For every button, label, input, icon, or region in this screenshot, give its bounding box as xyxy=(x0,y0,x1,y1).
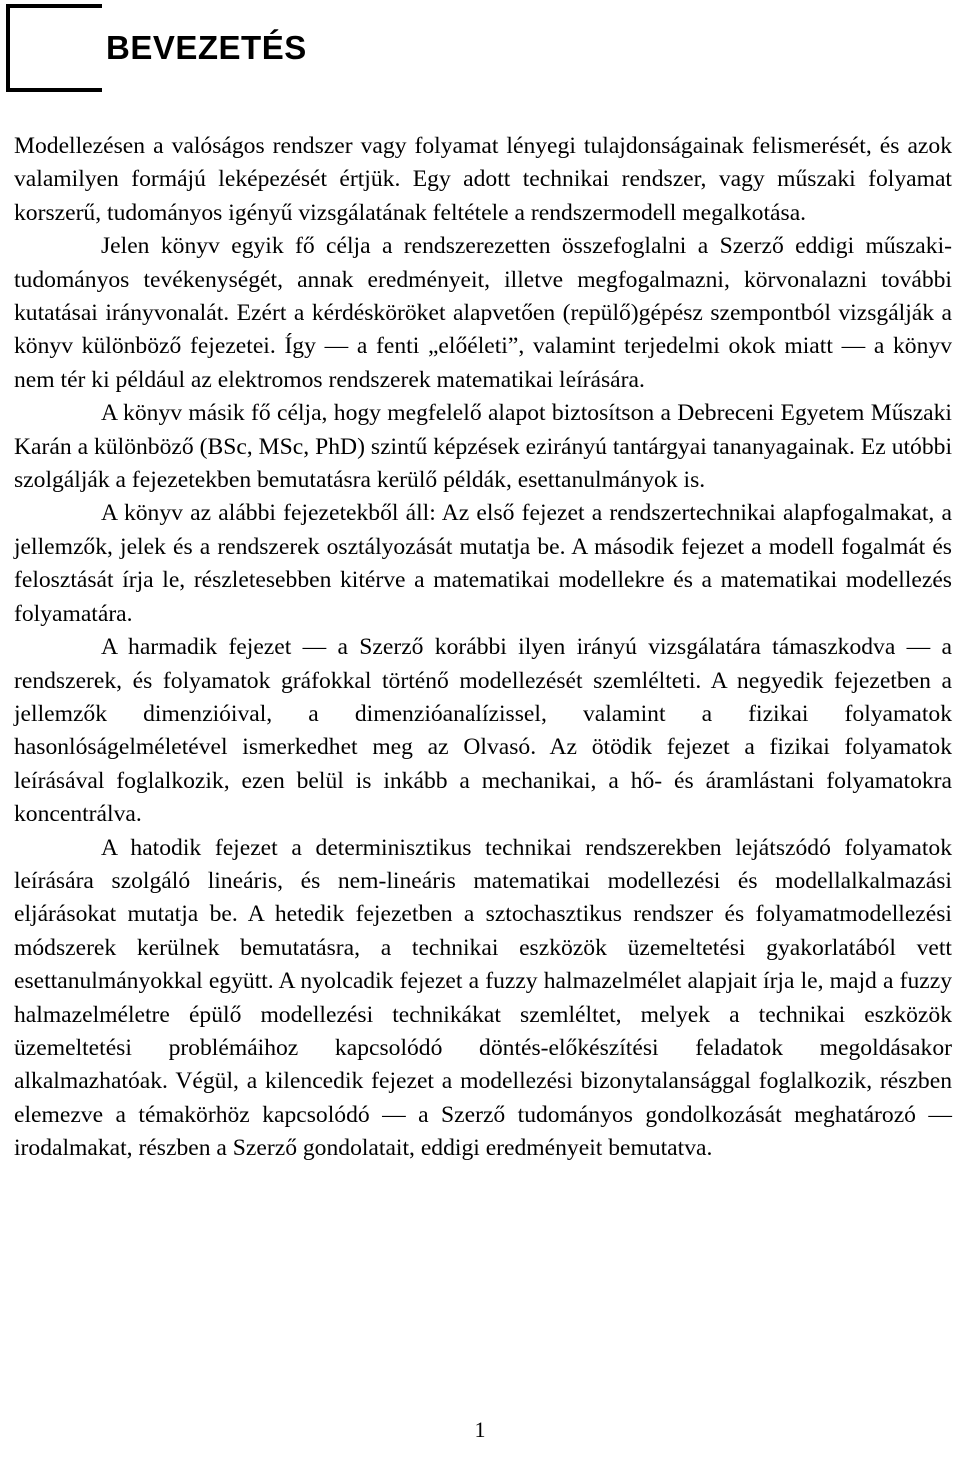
paragraph-5: A harmadik fejezet — a Szerző korábbi ilyen irányú vizsgálatára támaszkodva — a rendszerek, és folyamatok gráfokkal történő modellezését szemlélteti. A negyedik fejezetben a jellemzők dimenzióival, a dimenzióanalízissel, valamint a fizikai folyamatok hasonlóságelméletével ismerkedhet meg az Olvasó. Az ötödik fejezet a fizikai folyamatok leírásával foglalkozik, ezen belül is inkább a mechanikai, a hő- és áramlástani folyamatokra koncentrálva. xyxy=(14,634,952,828)
paragraph-3: A könyv másik fő célja, hogy megfelelő alapot biztosítson a Debreceni Egyetem Műszaki Karán a különböző (BSc, MSc, PhD) szintű képzések ezirányú tantárgyai tananyagainak. Ez utóbbi szolgálják a fejezetekben bemutatásra kerülő példák, esettanulmányok is. xyxy=(14,400,952,494)
heading-frame xyxy=(6,4,102,92)
paragraph-4: A könyv az alábbi fejezetekből áll: Az első fejezet a rendszertechnikai alapfogalmakat, a jellemzők, jelek és a rendszerek osztályozását mutatja be. A második fejezet a modell fogalmát és felosztását írja le, részletesebben kitérve a matematikai modellekre és a matematikai modellezés folyamatára. xyxy=(14,500,952,627)
body-text xyxy=(14,130,952,1166)
paragraph-2: Jelen könyv egyik fő célja a rendszerezetten összefoglalni a Szerző eddigi műszaki-tudományos tevékenységét, annak eredményeit, illetve megfogalmazni, körvonalazni további kutatásai irányvonalát. Ezért a kérdésköröket alapvetően (repülő)gépész szempontból vizsgálják a könyv különböző fejezetei. Így — a fenti „előéleti”, valamint terjedelmi okok miatt — a könyv nem tér ki például az elektromos rendszerek matematikai leírására. xyxy=(14,233,952,393)
page-number: 1 xyxy=(474,1417,486,1442)
paragraph-1: Modellezésen a valóságos rendszer vagy folyamat lényegi tulajdonságainak felismerését, és azok valamilyen formájú leképezését értjük. Egy adott technikai rendszer, vagy műszaki folyamat korszerű, tudományos igényű vizsgálatának feltétele a rendszermodell megalkotása. xyxy=(14,133,952,226)
paragraph-6: A hatodik fejezet a determinisztikus technikai rendszerekben lejátszódó folyamatok leírására szolgáló lineáris, és nem-lineáris matematikai modellezési és modellalkalmazási eljárásokat mutatja be. A hetedik fejezetben a sztochasztikus rendszer és folyamatmodellezési módszerek kerülnek bemutatásra, a technikai eszközök üzemeltetési gyakorlatából vett esettanulmányokkal együtt. A nyolcadik fejezet a fuzzy halmazelmélet alapjait írja le, majd a fuzzy halmazelméletre épülő modellezési technikákat szemléltet, melyek a technikai eszközök üzemeltetési problémáihoz kapcsolódó döntés-előkészítési feladatok megoldásakor alkalmazhatóak. Végül, a kilencedik fejezet a modellezési bizonytalansággal foglalkozik, részben elemezve a témakörhöz kapcsolódó — a Szerző tudományos gondolkozását meghatározó — irodalmakat, részben a Szerző gondolatait, eddigi eredményeit bemutatva. xyxy=(14,834,952,1162)
chapter-title: BEVEZETÉS xyxy=(106,29,307,66)
